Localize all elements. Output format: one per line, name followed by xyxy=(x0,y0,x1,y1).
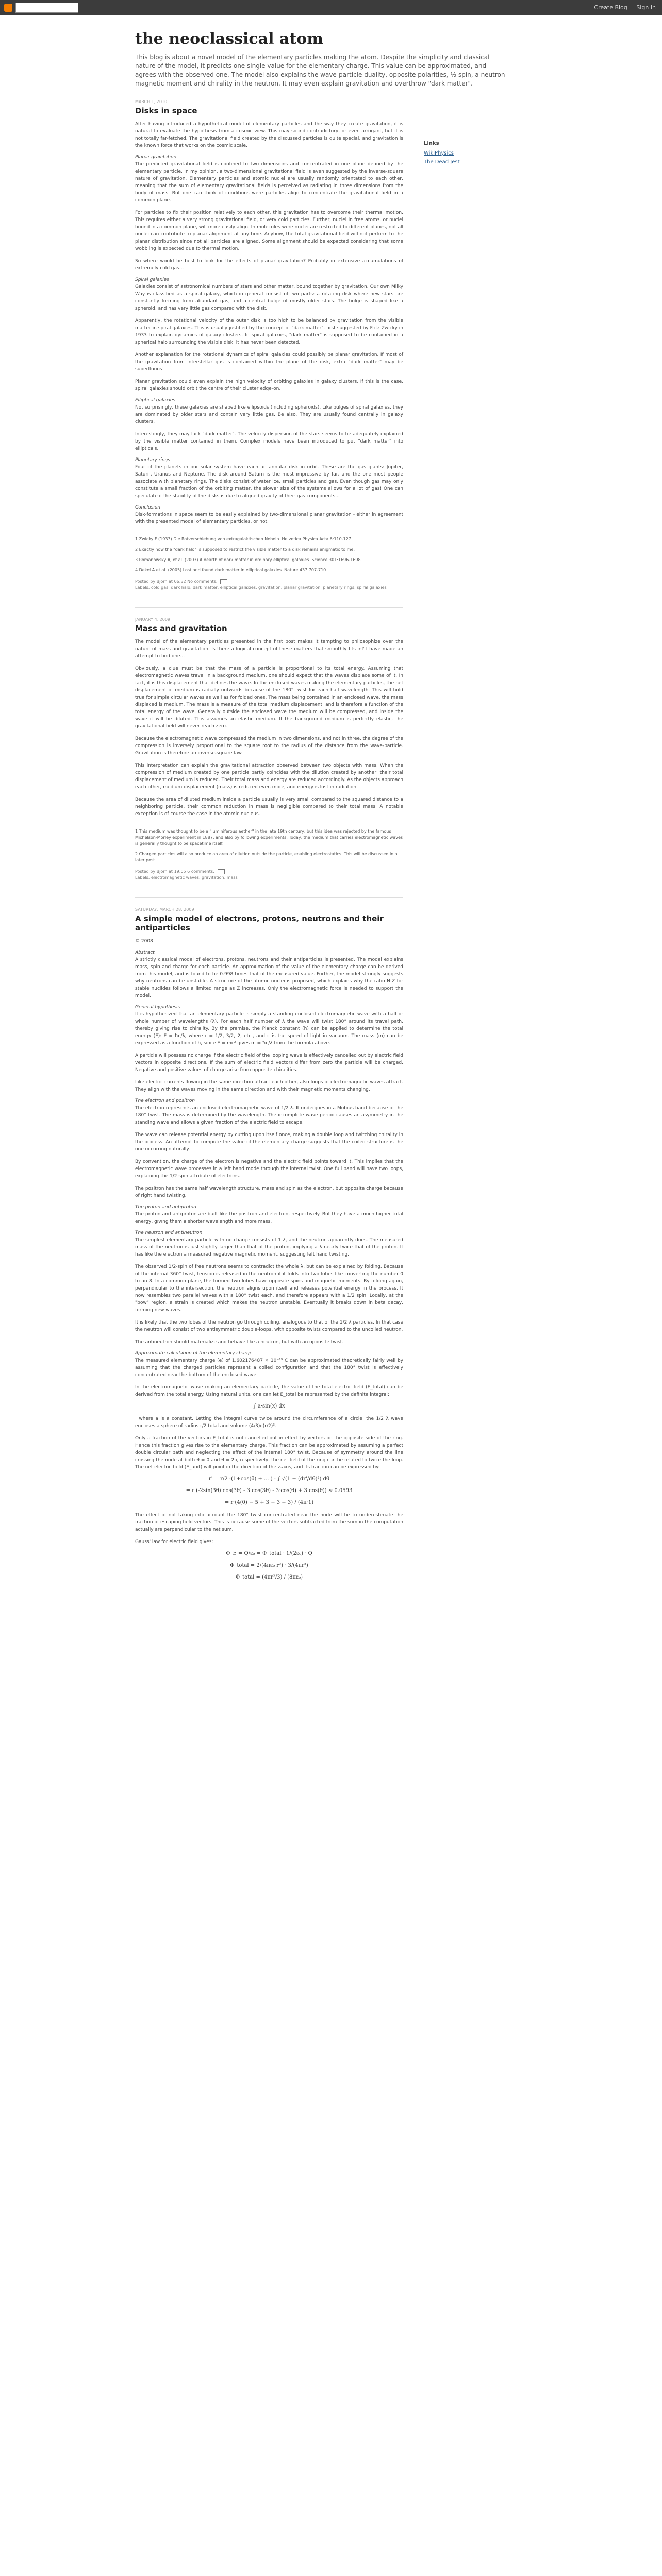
post-title[interactable]: A simple model of electrons, protons, neutrons and their antiparticles xyxy=(135,914,384,933)
section-heading: Planar gravitation xyxy=(135,155,177,160)
post-paragraph: By convention, the charge of the electron is negative and the electric field points toward it. This implies that the electromagnetic wave processes in a left hand mode through the internal twist. One full band will have two loops, explaining the 1/2 spin attribute of electrons. xyxy=(135,1159,403,1179)
post-paragraph: Apparently, the rotational velocity of the outer disk is too high to be balanced by gravitation from the visible matter in spiral galaxies. This is usually justified by the concept of "dark matter", first suggested by Fritz Zwicky in 1933 to explain dynamics of galaxy clusters. In spiral galaxies, "dark matter" is supposed to be contained in a spherical halo surrounding the visible disk, it has never been detected. xyxy=(135,318,403,345)
post-paragraph: © 2008 xyxy=(135,939,153,944)
equation: Φ_total = (4πr²/3) / (8πε₀) xyxy=(235,1574,303,1580)
sidebar-link-wikiphysics[interactable]: WikiPhysics xyxy=(424,150,454,156)
post-paragraph: Gauss' law for electric field gives: xyxy=(135,1539,213,1545)
footnote: 1 This medium was thought to be a "luminiferous aether" in the late 19th century, but this idea was rejected by the famous Michelson-Morley experiment in 1887, and also by following experiments. Today, the medium that carries electromagnetic waves is generally thought to be spacetime itself. xyxy=(135,829,403,846)
post-paragraph: Obviously, a clue must be that the mass of a particle is proportional to its total energy. Assuming that electromagnetic waves travel in a background medium, one should expect that the waves displace some of it. In fact, it is this displacement that defines the wave. In the enclosed waves making the elementary particles, the net displacement of medium is radially outwards because of the 180° twist for each half wavelength. This will hold true for simple circular waves as well as for folded ones. The mass being contained in an enclosed wave, the mass displaced is medium. The mass is a measure of the total medium displacement, and is therefore a function of the total energy of the wave. Generally outside the enclosed wave the medium will be compressed, and inside the wave it will be diluted. This assumes an elastic medium. If the background medium is perfectly elastic, the gravitational field will never reach zero. xyxy=(135,666,403,729)
section-heading: Planetary rings xyxy=(135,457,170,463)
post-divider xyxy=(135,897,403,898)
footnote: 3 Romanowsky AJ et al. (2003) A dearth of dark matter in ordinary elliptical galaxies. Science 301:1696-1698 xyxy=(135,557,361,562)
post-paragraph: The wave can release potential energy by cutting upon itself once, making a double loop and twitching chirality in the process. An attempt to compute the value of the elementary charge suggests that the coiled structure is the one occurring naturally. xyxy=(135,1132,403,1152)
post-paragraph: , where a is a constant. Letting the integral curve twice around the circumference of a circle, the 1/2 λ wave encloses a sphere of radius r/2 total and volume (4/3)π(r/2)³. xyxy=(135,1416,403,1429)
post-meta xyxy=(135,869,403,881)
equation: r' = r/2 ·(1+cos(θ) + ... ) · ∫ √(1 + (dr'/dθ)²) dθ xyxy=(208,1476,330,1482)
email-post-icon[interactable] xyxy=(220,579,227,584)
footnote: 2 Charged particles will also produce an area of dilution outside the particle, enabling electrostatics. This will be discussed in a later post. xyxy=(135,852,398,862)
sidebar xyxy=(424,99,517,1597)
post-paragraph: Four of the planets in our solar system have each an annular disk in orbit. These are the gas giants: Jupiter, Saturn, Uranus and Neptune. The disk around Saturn is the most impressive by far, and the one most people associate with planetary rings. The disks consist of water ice, small particles and gas. Even though gas may only constitute a small fraction of the orbiting matter, the slower size of the systems allows for a lot of gas! One can speculate if the stability of the disks is due to aligned gravity of their gas components... xyxy=(135,465,403,499)
post-paragraph: It is hypothesized that an elementary particle is simply a standing enclosed electromagnetic wave with a half or whole number of wavelengths (λ). For each half number of λ the wave will twist 180° around its travel path, thereby giving rise to chirality. By the premise, the Planck constant (h) can be applied to determine the total energy (E): E = ħc/λ, where r = 1/2, 3/2, 2, etc., and c is the speed of light in vacuum. The mass (m) can be expressed as a function of h, since E = mc² gives m = ħc/λ from the formula above. xyxy=(135,1012,403,1046)
post-title[interactable]: Mass and gravitation xyxy=(135,624,227,633)
main-column xyxy=(135,99,403,1597)
post-meta xyxy=(135,579,403,591)
post-paragraph: After having introduced a hypothetical model of elementary particles and the way they create gravitation, it is natural to evaluate the hypothesis from a cosmic view. This may sound contradictory, or even arrogant, but it is not totally far-fetched. The gravitational field created by the discussed particles is quite special, and gravitation is the known force that works on the cosmic scale. xyxy=(135,122,403,148)
post-paragraph: This interpretation can explain the gravitational attraction observed between two objects with mass. When the compression of medium created by one particle partly coincides with the dilution created by another, their total displacement of medium is reduced. Their total mass and energy are reduced accordingly. As the objects approach each other, medium displacement (mass) is reduced even more, and energy is lost in radiation. xyxy=(135,763,403,790)
post-date: SATURDAY, MARCH 28, 2009 xyxy=(135,907,194,912)
post-paragraph: Not surprisingly, these galaxies are shaped like ellipsoids (including spheroids). Like bulges of spiral galaxies, they are dominated by older stars and contain very little gas. Be also. They are usually found centrally in galaxy clusters. xyxy=(135,405,403,425)
post-paragraph: The electron represents an enclosed electromagnetic wave of 1/2 λ. It undergoes in a Möbius band because of the 180° twist. The mass is determined by the wavelength. The incomplete wave period causes an asymmetry in the standing wave and allows a given fraction of the electric field to escape. xyxy=(135,1106,403,1125)
create-blog-link[interactable]: Create Blog xyxy=(594,4,627,11)
sidebar-link-dead-jest[interactable]: The Dead Jest xyxy=(424,159,460,165)
post-paragraph: Interestingly, they may lack "dark matter". The velocity dispersion of the stars seems to be adequately explained by the visible matter contained in them. Complex models have been introduced to put "dark matter" into ellipticals. xyxy=(135,432,403,451)
post-divider xyxy=(135,607,403,608)
post-paragraph: The positron has the same half wavelength structure, mass and spin as the electron, but opposite charge because of right hand twisting. xyxy=(135,1186,403,1198)
equation: Φ_total = 2/(4πε₀ r²) · 3/(4πr³) xyxy=(230,1563,308,1568)
equation: Φ_E = Q/ε₀ = Φ_total · 1/(2ε₀) · Q xyxy=(226,1551,312,1556)
blogger-logo-icon[interactable] xyxy=(4,4,12,12)
blog-header xyxy=(135,15,527,99)
post-date: JANUARY 4, 2009 xyxy=(135,617,171,622)
post-paragraph: The predicted gravitational field is confined to two dimensions and concentrated in one plane defined by the elementary particle. In my opinion, a two-dimensional gravitational field is even suggested by the inverse-square nature of gravitation. Elementary particles and atomic nuclei are usually randomly orientated to each other, meaning that the sum of elementary gravitational fields is perceived as radiating in three dimensions from the body of mass. But one can think of conditions were particles align to concentrate the gravitational field in a common plane. xyxy=(135,162,403,203)
post-paragraph: So where would be best to look for the effects of planar gravitation? Probably in extensive accumulations of extremely cold gas... xyxy=(135,259,403,271)
post-paragraph: A strictly classical model of electrons, protons, neutrons and their antiparticles is presented. The model explains mass, spin and charge for each particle. An approximation of the value of the elementary charge can be derived from this model, and is found to be 0.998 times that of the measured value. Further, the model strongly suggests why neutrons can be unstable. A structure of the atomic nuclei is proposed, which explains why the ratio N:Z for stable nuclides follows a limited range as Z increases. Only the electromagnetic force is needed to support the model. xyxy=(135,957,403,998)
post-paragraph: The proton and antiproton are built like the positron and electron, respectively. But they have a much higher total energy, giving them a shorter wavelength and more mass. xyxy=(135,1212,403,1224)
post-mass-and-gravitation xyxy=(135,617,403,881)
post-paragraph: In the electromagnetic wave making an elementary particle, the value of the total electric field (E_total) can be derived from the total energy. Using natural units, one can let E_total be represented by the definite integral: xyxy=(135,1385,403,1397)
section-heading: Elliptical galaxies xyxy=(135,398,176,403)
post-paragraph: Because the electromagnetic wave compressed the medium in two dimensions, and not in three, the degree of the compression is inversely proportional to the square root to the radius of the distance from the wave-particle. Gravitation is therefore an inverse-square law. xyxy=(135,736,403,756)
post-paragraph: The effect of not taking into account the 180° twist concentrated near the node will be to underestimate the fraction of escaping field vectors. This is because some of the vectors subtracted from the sum in the computation actually are perpendicular to the net sum. xyxy=(135,1513,403,1532)
post-paragraph: For particles to fix their position relatively to each other, this gravitation has to overcome their thermal motion. This requires either a very strong gravitational field, or very cold particles. Further, nuclei in free atoms, or nuclei bound in a common plane, will more easily align. In molecules were nuclei are restricted to different planes, not all nuclei can contribute to planar alignment at any time. Anyhow, the total gravitational field will not perform to the planar distribution since not all particles are aligned. Some alignment should be expected considering that some wobbling is expected due to thermal motion. xyxy=(135,210,403,251)
post-paragraph: The observed 1/2-spin of free neutrons seems to contradict the whole λ, but can be explained by folding. Because of the internal 360° twist, tension is released in the neutron if it folds into two lobes like converting the number 0 to an 8. In a common plane, the formed two lobes have opposite spins and magnetic moments. By folding again, perpendicular to the intersection, the neutron aligns upon itself and releases potential energy in the process. It now resembles two parallel waves with a 180° twist each, and therefore appears with a 1/2 spin. Locally, at the "bow" region, a strain is created which makes the neutron unstable. Eventually it breaks down in beta decay, forming new waves. xyxy=(135,1264,403,1313)
section-heading: General hypothesis xyxy=(135,1005,180,1010)
post-author-link[interactable]: Posted by Bjorn at 06:32 No comments: xyxy=(135,579,218,584)
post-date: MARCH 1, 2010 xyxy=(135,99,168,104)
post-paragraph: Disk-formations in space seem to be easily explained by two-dimensional planar gravitation - either in agreement with the presented model of elementary particles, or not. xyxy=(135,512,403,524)
post-paragraph: Because the area of diluted medium inside a particle usually is very small compared to the squared distance to a neighboring particle, their common reduction in mass is negligible compared to their total mass. A notable exception is of course the case in the atomic nucleus. xyxy=(135,797,403,817)
post-paragraph: Only a fraction of the vectors in E_total is not cancelled out in effect by vectors on the opposite side of the ring. Hence this fraction gives rise to the elementary charge. This fraction can be approximated by assuming a perfect double circular path and neglecting the effect of the internal 180° twist. Because of symmetry around the line crossing the node at both θ = 0 and θ = 2π, respectively, the net field of the ring can be related to twice the loop. The net electric field (E_unit) will point in the direction of the z-axis, and its fraction can be expressed by: xyxy=(135,1436,403,1470)
post-paragraph: The simplest elementary particle with no charge consists of 1 λ, and the neutron apparently does. The measured mass of the neutron is just slightly larger than that of the proton, implying a λ nearly twice that of the proton. It has like the electron a measured negative magnetic moment, suggesting left hand twisting. xyxy=(135,1238,403,1257)
section-heading: The proton and antiproton xyxy=(135,1205,196,1210)
email-post-icon[interactable] xyxy=(218,869,225,874)
post-title[interactable]: Disks in space xyxy=(135,106,197,115)
sidebar-heading: Links xyxy=(424,141,439,146)
post-paragraph: The model of the elementary particles presented in the first post makes it tempting to philosophize over the nature of mass and gravitation. Is there a logical concept of these matters that smoothly fits in? I have made an attempt to find one... xyxy=(135,639,403,659)
equation: = r·(-2sin(3θ)·cos(3θ) - 3·cos(3θ) - 3·cos(θ) + 3·cos(θ)) ≈ 0.0593 xyxy=(186,1488,353,1494)
post-paragraph: Like electric currents flowing in the same direction attract each other, also loops of electromagnetic waves attract. They align with the waves moving in the same direction and with their magnetic moments changing. xyxy=(135,1080,403,1092)
post-labels[interactable]: Labels: cold gas, dark halo, dark matter, elliptical galaxies, gravitation, planar gravitation, planetary rings, spiral galaxies xyxy=(135,585,387,590)
post-simple-model xyxy=(135,907,403,1580)
post-labels[interactable]: Labels: electromagnetic waves, gravitation, mass xyxy=(135,875,238,880)
post-paragraph: Planar gravitation could even explain the high velocity of orbiting galaxies in galaxy clusters. If this is the case, spiral galaxies should orbit the centre of their cluster edge-on. xyxy=(135,379,403,392)
footnote: 4 Dekel A et al. (2005) Lost and found dark matter in elliptical galaxies. Nature 437:707-710 xyxy=(135,568,326,572)
blogger-navbar xyxy=(0,0,662,15)
blog-description: This blog is about a novel model of the elementary particles making the atom. Despite the simplicity and classical nature of the model, it predicts one single value for the elementary charge. This value can be approximated, and agrees with the observed one. The model also explains the wave-particle duality, opposite polarities, ½ spin, a neutron magnetic moment and chirality in the neutron. It may even explain gravitation and overthrow "dark matter". xyxy=(135,54,505,87)
post-paragraph: The measured elementary charge (e) of 1.602176487 × 10⁻¹⁹ C can be approximated theoretically fairly well by assuming that the charged particles represent a coiled configuration and that the 180° twist is effectively concentrated near the bottom of the enclosed wave. xyxy=(135,1358,403,1378)
post-paragraph: Another explanation for the rotational dynamics of spiral galaxies could possibly be planar gravitation. If most of the gravitation from interstellar gas is contained within the plane of the disk, extra "dark matter" may be superfluous! xyxy=(135,352,403,372)
section-heading: Approximate calculation of the elementary charge xyxy=(135,1351,253,1356)
post-paragraph: Galaxies consist of astronomical numbers of stars and other matter, bound together by gravitation. Our own Milky Way is classified as a spiral galaxy, which in general consist of two parts: a rotating disk where new stars are constantly forming from abundant gas, and a central bulge of mostly older stars. The bulge is shaped like a spheroid, and has very little gas compared with the disk. xyxy=(135,284,403,311)
post-paragraph: It is likely that the two lobes of the neutron go through coiling, analogous to that of the 1/2 λ particles. In that case the neutron will consist of two antisymmetric double-loops, with opposite twists compared to the uncoiled neutron. xyxy=(135,1320,403,1332)
sign-in-link[interactable]: Sign In xyxy=(636,4,656,11)
footnote: 1 Zwicky F (1933) Die Rotverschiebung von extragalaktischen Nebeln. Helvetica Physica Acta 6:110-127 xyxy=(135,537,351,541)
post-author-link[interactable]: Posted by Bjorn at 19:05 6 comments: xyxy=(135,869,214,874)
post-paragraph: A particle will possess no charge if the electric field of the looping wave is effectively cancelled out by electric field vectors in opposite directions. If the sum of electric field vectors differ from zero the particle will be charged. Negative and positive values of charge arise from opposite chiralities. xyxy=(135,1053,403,1073)
footnote: 2 Exactly how the "dark halo" is supposed to restrict the visible matter to a disk remains enigmatic to me. xyxy=(135,547,355,552)
navbar-search-input[interactable] xyxy=(15,3,78,13)
section-heading: The neutron and antineutron xyxy=(135,1230,203,1235)
equation: ∫ a·sin(x) dx xyxy=(253,1403,285,1409)
equation: = r·(4(0) − 5 + 3 − 3 + 3) / (4π·1) xyxy=(224,1500,314,1505)
blog-title[interactable]: the neoclassical atom xyxy=(135,30,323,48)
section-heading: The electron and positron xyxy=(135,1098,195,1104)
section-heading: Conclusion xyxy=(135,505,161,510)
section-heading: Spiral galaxies xyxy=(135,277,169,282)
post-paragraph: The antineutron should materialize and behave like a neutron, but with an opposite twist. xyxy=(135,1340,344,1345)
section-heading: Abstract xyxy=(135,950,155,955)
post-disks-in-space xyxy=(135,99,403,591)
